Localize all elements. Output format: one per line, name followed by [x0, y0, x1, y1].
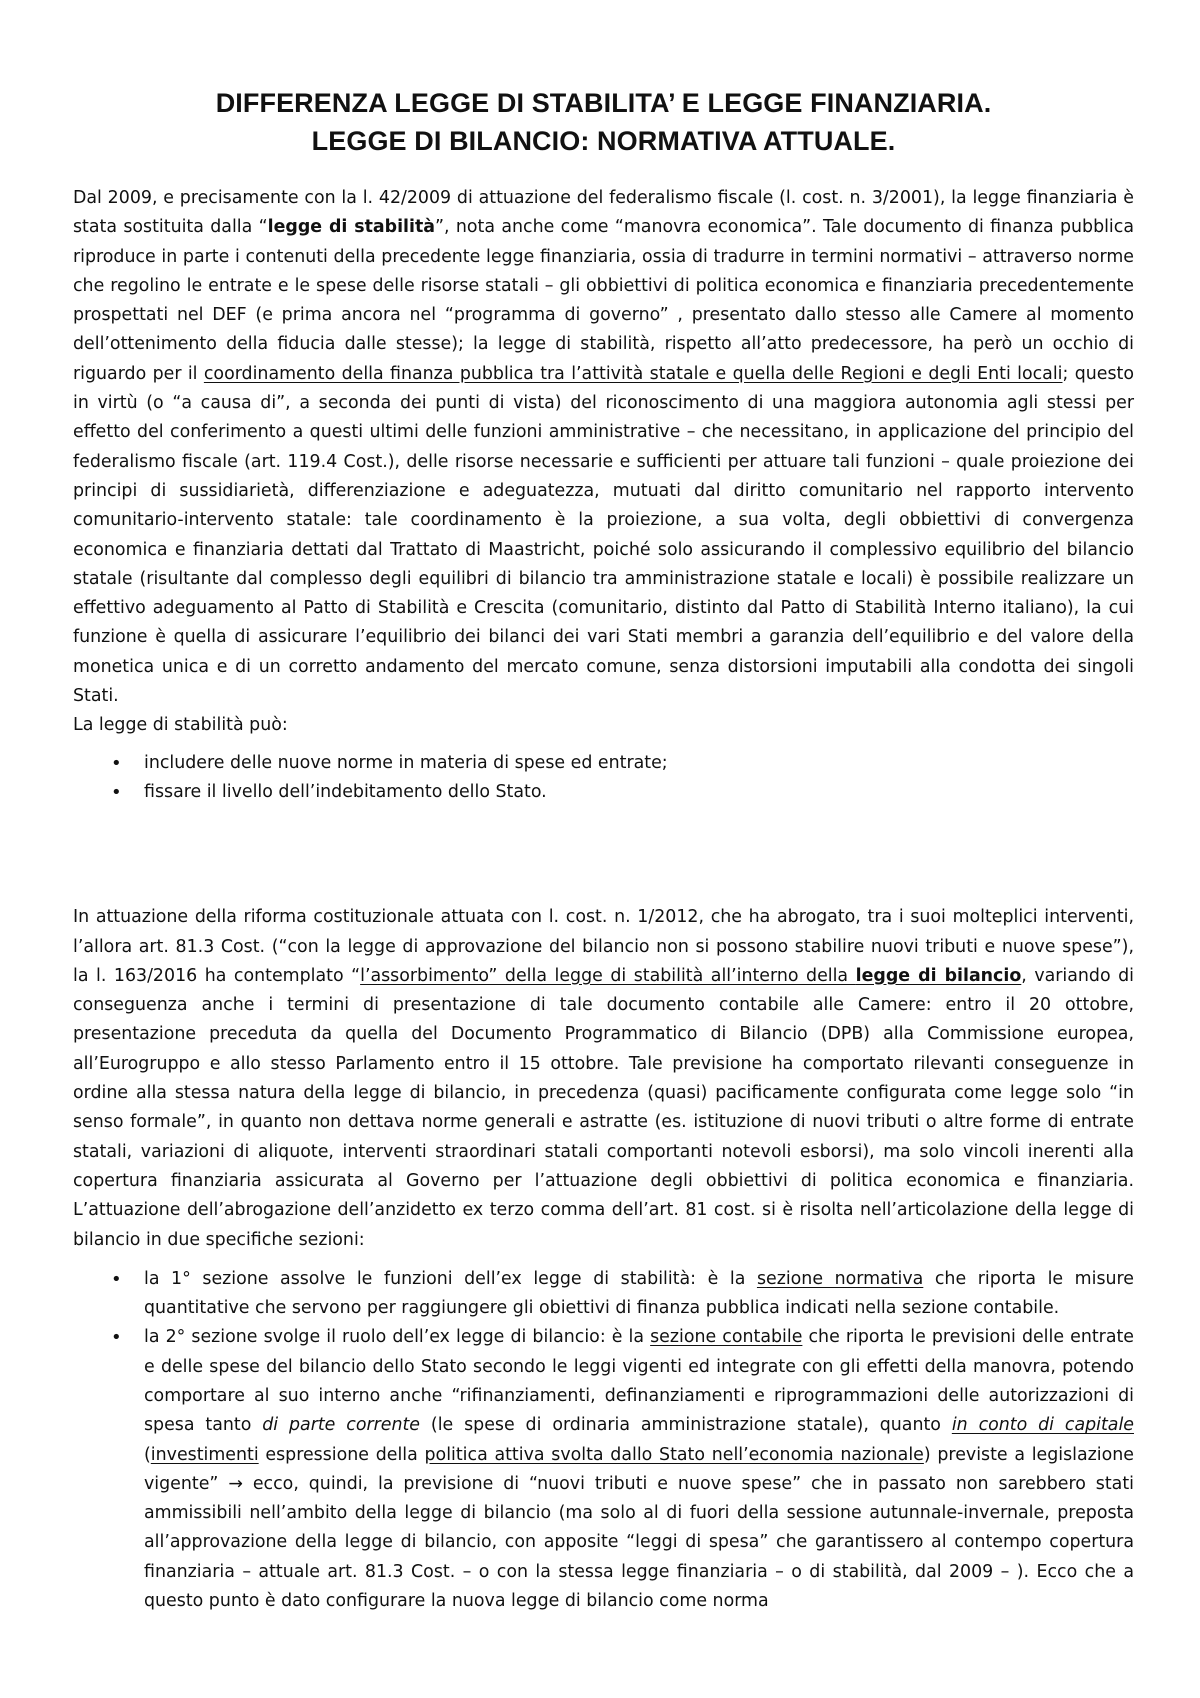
li2-text-4: (	[144, 1444, 151, 1465]
li2-italic-conto-capitale: in conto di capitale	[951, 1415, 1134, 1436]
li1-text-1: la 1° sezione assolve le funzioni dell’ex legge di stabilità: è la	[144, 1268, 757, 1289]
list-item	[73, 1323, 1134, 1616]
p1-bold-legge-stabilita: legge di stabilità	[267, 217, 435, 238]
document-title	[73, 84, 1134, 160]
bullet-icon: •	[111, 1268, 122, 1290]
li1-text-2: che riporta le misure quantitative che servono per raggiungere gli obiettivi di finanza pubblica indicati nella sezione contabile.	[144, 1268, 1134, 1319]
paragraph-3	[73, 903, 1134, 1255]
list-item-text: fissare il livello dell’indebitamento dello Stato.	[144, 781, 547, 802]
p1-text-3: ; questo in virtù (o “a causa di”, a seconda dei punti di vista) del riconoscimento di una maggiora autonomia agli stessi per effetto del conferimento a questi ultimi delle funzioni amministrative – che necessitano, in applicazione del principio del federalismo fiscale (art. 119.4 Cost.), delle risorse necessarie e sufficienti per attuare tali funzioni – quale proiezione dei principi di sussidiarietà, differenziazione e adeguatezza, mutuati dal diritto comunitario nel rapporto intervento comunitario-intervento statale: tale coordinamento è la proiezione, a sua volta, degli obbiettivi di convergenza economica e finanziaria dettati dal Trattato di Maastricht, poiché solo assicurando il complessivo equilibrio del bilancio statale (risultante dal complesso degli equilibri di bilancio tra amministrazione statale e locali) è possibile realizzare un effettivo adeguamento al Patto di Stabilità e Crescita (comunitario, distinto dal Patto di Stabilità Interno italiano), la cui funzione è quella di assicurare l’equilibrio dei bilanci dei vari Stati membri a garanzia dell’equilibrio e del valore della monetica unica e di un corretto andamento del mercato comune, senza distorsioni imputabili alla condotta dei singoli Stati.	[73, 363, 1135, 707]
p3-text-1: In attuazione della riforma costituzionale attuata con l. cost. n. 1/2012, che ha abrogato, tra i suoi molteplici interventi, l’allora art. 81.3 Cost. (“con la legge di approvazione del bilancio non si possono stabilire nuovi tributi e nuove spese”), la l. 163/2016 ha contemplato “	[73, 907, 1134, 986]
bullet-icon: •	[111, 1327, 122, 1349]
li2-italic-parte-corrente: di parte corrente	[262, 1415, 421, 1436]
p1-text-2: ”, nota anche come “manovra economica”. Tale documento di finanza pubblica riproduce in parte i contenuti della precedente legge finanziaria, ossia di tradurre in termini normativi – attraverso norme che regolino le entrate e le spese delle risorse statali – gli obbiettivi di politica economica e finanziaria precedentemente prospettati nel DEF (e prima ancora nel “programma di governo” , presentato dallo stesso alle Camere al momento dell’ottenimento della fiducia dalle stesse); la legge di stabilità, rispetto all’atto predecessore, ha però un occhio di riguardo per il	[73, 217, 1134, 384]
li2-underline-sezione-contabile: sezione contabile	[650, 1327, 803, 1348]
arrow-right-icon: →	[228, 1473, 243, 1494]
bullet-icon: •	[111, 752, 122, 774]
li2-underline-politica: politica attiva svolta dallo Stato nell’economia nazionale	[424, 1444, 924, 1465]
list-item-text: includere delle nuove norme in materia di spese ed entrate;	[144, 752, 668, 773]
bullet-icon: •	[111, 781, 122, 803]
p1-underline-coordinamento: coordinamento della finanza pubblica tra l’attività statale e quella delle Regioni e degli Enti locali	[203, 363, 1063, 384]
p3-text-2: , variando di conseguenza anche i termini di presentazione di tale documento contabile alle Camere: entro il 20 ottobre, presentazione preceduta da quella del Documento Programmatico di Bilancio (DPB) alla Commissione europea, all’Eurogruppo e allo stesso Parlamento entro il 15 ottobre. Tale previsione ha comportato rilevanti conseguenze in ordine alla stessa natura della legge di bilancio, in precedenza (quasi) pacificamente configurata come legge solo “in senso formale”, in quanto non dettava norme generali e astratte (es. istituzione di nuovi tributi o altre forme di entrate statali, variazioni di aliquote, interventi straordinari statali comportanti notevoli esborsi), ma solo vincoli inerenti alla copertura finanziaria assicurata al Governo per l’attuazione degli obbiettivi di politica economica e finanziaria. L’attuazione dell’abrogazione dell’anzidetto ex terzo comma dell’art. 81 cost. si è risolta nell’articolazione della legge di bilancio in due specifiche sezioni:	[73, 965, 1135, 1250]
bullet-list-1	[73, 749, 1134, 808]
p3-underline-assorbimento: l’assorbimento” della legge di stabilità all’interno della	[360, 965, 856, 986]
title-line-2: LEGGE DI BILANCIO: NORMATIVA ATTUALE.	[311, 126, 896, 156]
p3-bold-legge-bilancio: legge di bilancio	[855, 965, 1022, 986]
paragraph-1	[73, 184, 1134, 711]
li1-underline: sezione normativa	[756, 1268, 924, 1289]
li2-text-5: espressione della	[258, 1444, 425, 1465]
spacer	[73, 807, 1134, 903]
bullet-list-2	[73, 1265, 1134, 1617]
li2-text-1: la 2° sezione svolge il ruolo dell’ex legge di bilancio: è la	[144, 1327, 651, 1348]
paragraph-2: La legge di stabilità può:	[73, 715, 288, 736]
li2-underline-investimenti: investimenti	[150, 1444, 259, 1465]
p1-text-1: Dal 2009, e precisamente con la l. 42/2009 di attuazione del federalismo fiscale (l. cost. n. 3/2001), la legge finanziaria è stata sostituita dalla “	[73, 188, 1134, 238]
li2-text-3: (le spese di ordinaria amministrazione statale), quanto	[420, 1415, 952, 1436]
list-item	[73, 1265, 1134, 1324]
li2-text-6: ) previste a legislazione vigente”	[144, 1444, 1134, 1494]
list-item	[73, 778, 1134, 807]
title-line-1: DIFFERENZA LEGGE DI STABILITA’ E LEGGE FINANZIARIA.	[215, 88, 992, 118]
list-item	[73, 749, 1134, 778]
li2-text-7: ecco, quindi, la previsione di “nuovi tributi e nuove spese” che in passato non sarebbero stati ammissibili nell’ambito della legge di bilancio (ma solo al di fuori della sessione autunnale-invernale, preposta all’approvazione della legge di bilancio, con apposite “leggi di spesa” che garantissero al contempo copertura finanziaria – attuale art. 81.3 Cost. – o con la stessa legge finanziaria – o di stabilità, dal 2009 – ). Ecco che a questo punto è dato configurare la nuova legge di bilancio come norma	[144, 1473, 1134, 1612]
li2-text-2: che riporta le previsioni delle entrate e delle spese del bilancio dello Stato secondo le leggi vigenti ed integrate con gli effetti della manovra, potendo comportare al suo interno anche “rifinanziamenti, definanziamenti e riprogrammazioni delle autorizzazioni di spesa tanto	[144, 1327, 1134, 1436]
